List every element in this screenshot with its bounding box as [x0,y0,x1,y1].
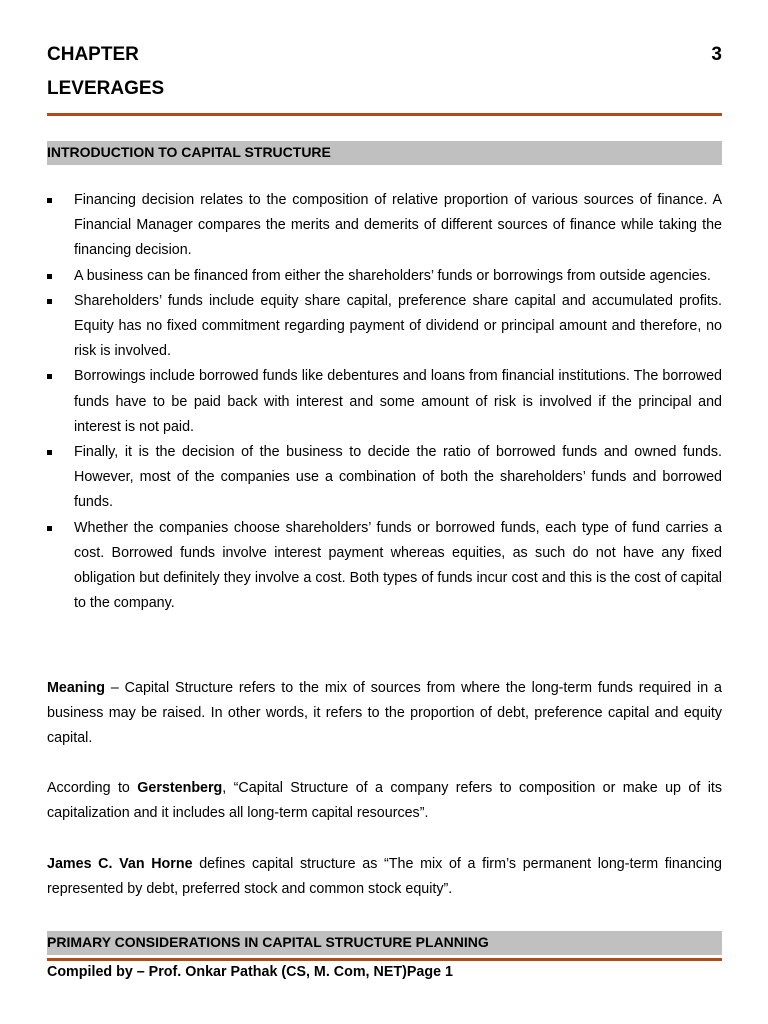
chapter-number: 3 [711,44,722,65]
van-horne-name: James C. Van Horne [47,856,193,872]
van-horne-text: defines capital structure as “The mix of a firm’s permanent long-term financing represented by debt, preferred stock and common stock equity”. [47,856,723,898]
chapter-header [47,44,722,68]
list-item: A business can be financed from either the shareholders’ funds or borrowings from outside agencies. [47,264,722,289]
list-item: Whether the companies choose shareholders’ funds or borrowed funds, each type of fund carries a cost. Borrowed funds involve interest payment whereas equities, as such do not have any fixed obligation but definitely they involve a cost. Both types of funds incur cost and this is the cost of capital to the company. [47,516,722,617]
list-item: Financing decision relates to the composition of relative proportion of various sources of finance. A Financial Manager compares the merits and demerits of different sources of finance while taking the financing decision. [47,188,722,264]
header-rule [47,113,722,116]
meaning-term: Meaning [47,680,105,696]
gerstenberg-name: Gerstenberg [137,780,223,796]
footer-rule [47,958,722,961]
chapter-title: LEVERAGES [47,78,165,99]
meaning-paragraph [47,676,722,752]
gerstenberg-prefix: According to [47,780,138,796]
gerstenberg-paragraph [47,776,722,826]
chapter-label: CHAPTER [47,44,139,65]
section-heading-primary: PRIMARY CONSIDERATIONS IN CAPITAL STRUCTURE PLANNING [47,931,722,955]
list-item: Shareholders’ funds include equity share capital, preference share capital and accumulated profits. Equity has no fixed commitment regarding payment of dividend or principal amount and therefore, no risk is involved. [47,289,722,365]
gerstenberg-text: , “Capital Structure of a company refers to composition or make up of its capitalization and it includes all long-term capital resources”. [47,780,722,822]
page-footer: Compiled by – Prof. Onkar Pathak (CS, M. Com, NET)Page 1 [47,964,453,980]
meaning-text: – Capital Structure refers to the mix of sources from where the long-term funds required in a business may be raised. In other words, it refers to the proportion of debt, preference capital and equity capital. [47,680,722,747]
list-item: Finally, it is the decision of the business to decide the ratio of borrowed funds and owned funds. However, most of the companies use a combination of both the shareholders’ funds and borrowed funds. [47,440,722,516]
section-heading-intro: INTRODUCTION TO CAPITAL STRUCTURE [47,141,722,165]
list-item: Borrowings include borrowed funds like debentures and loans from financial institutions. The borrowed funds have to be paid back with interest and some amount of risk is involved if the principal and interest is not paid. [47,364,722,440]
bullet-list [47,188,722,616]
van-horne-paragraph [47,852,722,902]
